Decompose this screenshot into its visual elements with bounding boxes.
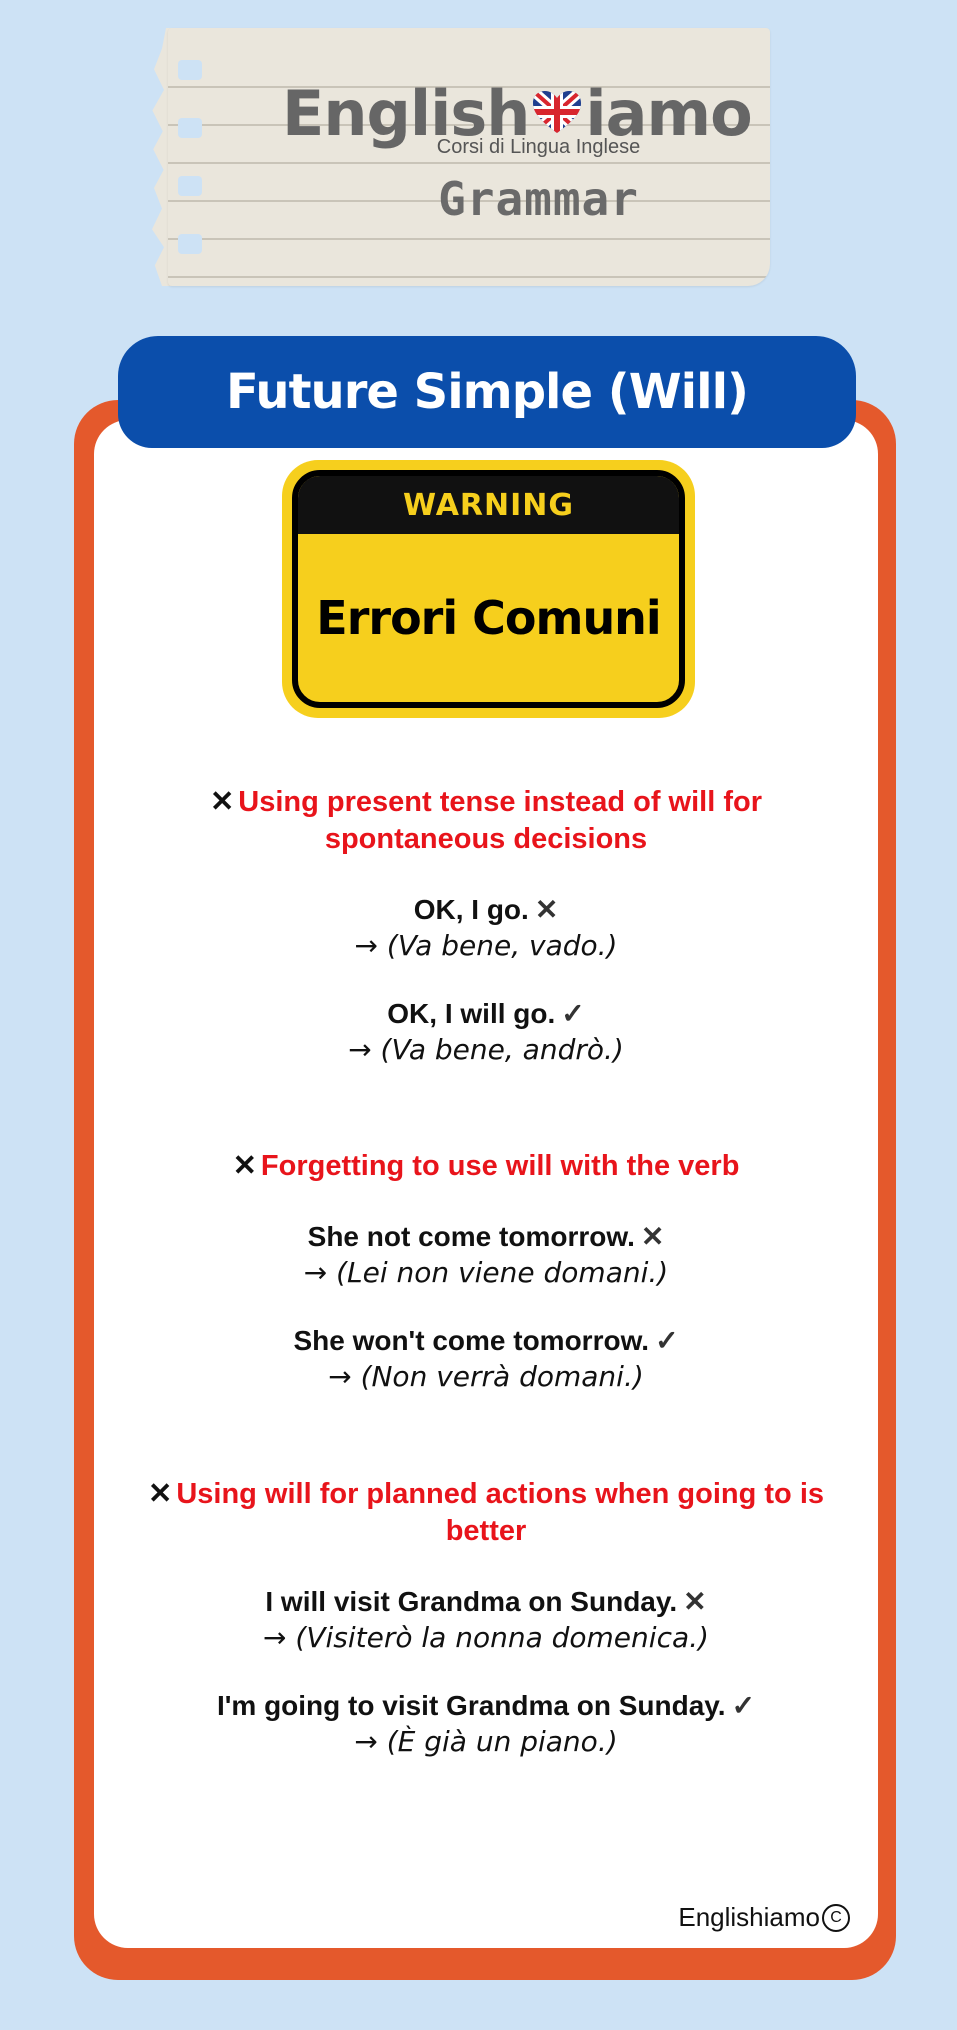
check-icon: ✓ [561,998,585,1029]
mistake-heading [130,1148,842,1185]
brand-subtitle: Corsi di Lingua Inglese [436,136,641,158]
mistake-heading-text: Forgetting to use will with the verb [260,1150,740,1182]
example-sentence [130,892,842,928]
right-example [130,996,842,1068]
example-sentence [130,1323,842,1359]
warning-main-text: Errori Comuni [316,591,661,645]
example-translation: → (Lei non viene domani.) [303,1256,669,1289]
cross-icon: ✕ [640,1221,665,1252]
example-translation: → (Non verrà domani.) [328,1360,644,1393]
mistake-heading [130,1476,842,1550]
mistake-section-3 [130,1476,842,1760]
brand-left: English [282,76,530,150]
paper-hole [178,118,202,138]
example-translation: → (È già un piano.) [354,1725,618,1758]
copyright-icon: C [822,1904,850,1932]
example-sentence [130,1688,842,1724]
wrong-example [130,1219,842,1291]
cross-icon: ✕ [148,1478,173,1510]
page-title: Future Simple (Will) [226,364,748,420]
wrong-example [130,892,842,964]
title-banner [118,336,856,448]
check-icon: ✓ [655,1325,679,1356]
example-sentence [130,996,842,1032]
sentence-text: OK, I will go. [387,998,556,1029]
cross-icon: ✕ [209,786,235,818]
footer-credit [678,1902,850,1933]
paper-hole [178,234,202,254]
sentence-text: I will visit Grandma on Sunday. [265,1586,678,1617]
mistake-section-1 [130,784,842,1068]
cross-icon: ✕ [232,1150,257,1182]
paper-hole [178,60,202,80]
example-sentence [130,1219,842,1255]
example-translation: → (Va bene, andrò.) [348,1033,624,1066]
mistake-heading-text: Using present tense instead of will for spontaneous decisions [238,786,762,855]
warning-label: WARNING [298,476,679,534]
example-sentence [130,1584,842,1620]
sentence-text: She won't come tomorrow. [293,1325,650,1356]
warning-sign [282,460,695,718]
sentence-text: I'm going to visit Grandma on Sunday. [216,1690,726,1721]
sentence-text: OK, I go. [413,894,529,925]
wrong-example [130,1584,842,1656]
brand-right: iamo [585,76,752,150]
section-label: Grammar [438,172,639,226]
right-example [130,1323,842,1395]
example-translation: → (Va bene, vado.) [354,929,618,962]
footer-text: Englishiamo [678,1902,820,1932]
mistake-heading [130,784,842,858]
cross-icon: ✕ [683,1586,707,1617]
check-icon: ✓ [731,1690,756,1721]
right-example [130,1688,842,1760]
mistake-heading-text: Using will for planned actions when going to is better [176,1478,824,1547]
sentence-text: She not come tomorrow. [307,1221,635,1252]
warning-sign-frame [292,470,685,708]
example-translation: → (Visiterò la nonna domenica.) [263,1621,709,1654]
mistake-section-2 [130,1148,842,1395]
cross-icon: ✕ [534,894,559,925]
